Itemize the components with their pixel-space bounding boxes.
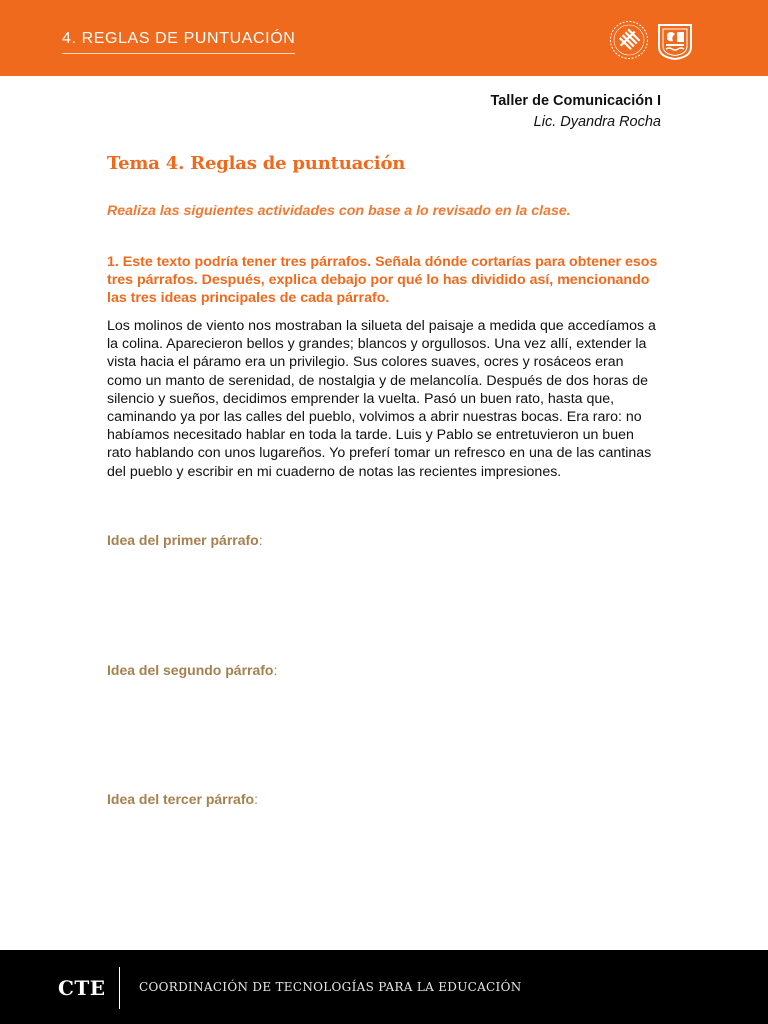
university-seal-icon — [655, 21, 695, 61]
course-name: Taller de Comunicación I — [490, 93, 661, 109]
lecturer-name: Lic. Dyandra Rocha — [533, 114, 661, 130]
author-block — [490, 91, 661, 133]
answer-label-second-paragraph — [107, 662, 277, 678]
answer-label-text: Idea del primer párrafo — [107, 532, 259, 548]
activity-instruction: Realiza las siguientes actividades con base a lo revisado en la clase. — [107, 203, 571, 219]
answer-label-colon: : — [273, 662, 278, 678]
header-logos — [609, 20, 699, 62]
question-1: 1. Este texto podría tener tres párrafos. Señala dónde cortarías para obtener esos tres párrafos. Después, explica debajo por qué lo has dividido así, mencionando las tres ideas principales de cada párrafo. — [107, 254, 658, 306]
reading-passage: Los molinos de viento nos mostraban la silueta del paisaje a medida que accedíamos a la colina. Aparecieron bellos y grandes; blancos y orgullosos. Una vez allí, extender la vista hacia el páramo era un privilegio. Sus colores suaves, ocres y rosáceos eran como un manto de serenidad, de nostalgia y de melancolía. Después de dos horas de silencio y sueños, decidimos emprender la vuelta. Pasó un buen rato, hasta que, caminando ya por las calles del pueblo, volvimos a abrir nuestras bocas. Era raro: no habíamos necesitado hablar en toda la tarde. Luis y Pablo se entretuvieron un buen rato hablando con unos lugareños. Yo preferí tomar un refresco en una de las cantinas del pueblo y escribir en mi cuaderno de notas las recientes impresiones. — [107, 318, 656, 480]
section-title: 4. REGLAS DE PUNTUACIÓN — [62, 30, 295, 54]
header-bar — [0, 0, 768, 76]
university-emblem-icon — [609, 20, 649, 60]
answer-label-colon: : — [254, 791, 258, 807]
answer-label-colon: : — [258, 532, 263, 548]
footer-divider — [119, 967, 120, 1009]
answer-label-third-paragraph — [107, 791, 258, 807]
footer-abbreviation: CTE — [58, 976, 106, 1000]
footer-organization: COORDINACIÓN DE TECNOLOGÍAS PARA LA EDUCACIÓN — [139, 980, 522, 994]
worksheet-content — [107, 150, 660, 481]
footer-bar — [0, 950, 768, 1024]
topic-title: Tema 4. Reglas de puntuación — [107, 153, 406, 174]
answer-label-text: Idea del segundo párrafo — [107, 662, 274, 678]
answer-label-text: Idea del tercer párrafo — [107, 791, 255, 807]
answer-label-first-paragraph — [107, 532, 263, 548]
